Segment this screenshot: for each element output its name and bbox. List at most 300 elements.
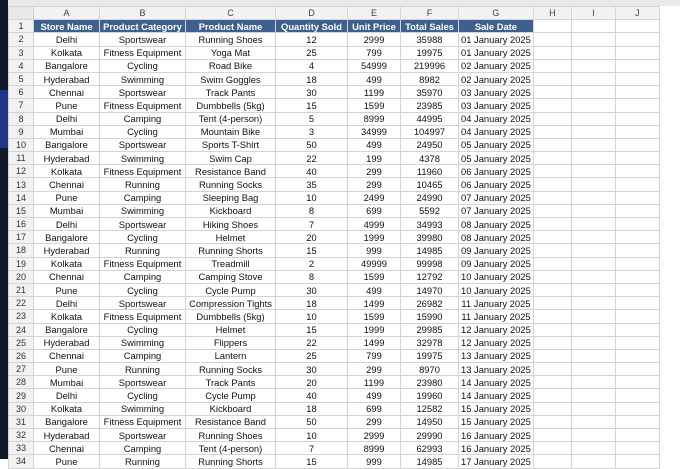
table-cell[interactable]: Bangalore <box>34 231 100 244</box>
table-cell[interactable]: Running Shoes <box>186 429 276 442</box>
table-cell[interactable]: 49999 <box>348 257 401 270</box>
table-cell[interactable]: 99998 <box>401 257 459 270</box>
empty-cell[interactable] <box>571 363 615 376</box>
row-number[interactable]: 8 <box>9 112 34 125</box>
table-cell[interactable]: 17 January 2025 <box>459 455 534 468</box>
table-cell[interactable]: 03 January 2025 <box>459 86 534 99</box>
table-cell[interactable]: 23985 <box>401 99 459 112</box>
empty-cell[interactable] <box>615 165 659 178</box>
table-cell[interactable]: Hyderabad <box>34 244 100 257</box>
empty-cell[interactable] <box>533 270 571 283</box>
table-cell[interactable]: Swimming <box>100 336 186 349</box>
table-cell[interactable]: Running <box>100 363 186 376</box>
table-cell[interactable]: 1599 <box>348 310 401 323</box>
table-cell[interactable]: 3 <box>276 125 348 138</box>
table-cell[interactable]: 35970 <box>401 86 459 99</box>
table-cell[interactable]: Pune <box>34 283 100 296</box>
table-cell[interactable]: Flippers <box>186 336 276 349</box>
empty-cell[interactable] <box>533 310 571 323</box>
table-cell[interactable]: Fitness Equipment <box>100 46 186 59</box>
empty-cell[interactable] <box>571 125 615 138</box>
row-number[interactable]: 6 <box>9 86 34 99</box>
table-cell[interactable]: Running <box>100 455 186 468</box>
row-number[interactable]: 1 <box>9 20 34 33</box>
table-cell[interactable]: 15 <box>276 244 348 257</box>
table-cell[interactable]: 15990 <box>401 310 459 323</box>
table-cell[interactable]: Track Pants <box>186 86 276 99</box>
table-cell[interactable]: 1999 <box>348 231 401 244</box>
empty-cell[interactable] <box>533 323 571 336</box>
header-cell[interactable]: Quantity Sold <box>276 20 348 33</box>
table-cell[interactable]: 26982 <box>401 297 459 310</box>
empty-cell[interactable] <box>533 363 571 376</box>
table-cell[interactable]: Camping Stove <box>186 270 276 283</box>
empty-cell[interactable] <box>615 455 659 468</box>
row-number[interactable]: 7 <box>9 99 34 112</box>
table-cell[interactable]: 09 January 2025 <box>459 244 534 257</box>
row-number[interactable]: 28 <box>9 376 34 389</box>
empty-cell[interactable] <box>533 99 571 112</box>
table-cell[interactable]: Sportswear <box>100 86 186 99</box>
table-cell[interactable]: 32978 <box>401 336 459 349</box>
table-cell[interactable]: Camping <box>100 112 186 125</box>
table-cell[interactable]: Mumbai <box>34 204 100 217</box>
table-cell[interactable]: Kolkata <box>34 165 100 178</box>
empty-cell[interactable] <box>533 125 571 138</box>
column-header[interactable]: D <box>276 7 348 20</box>
empty-cell[interactable] <box>615 283 659 296</box>
table-cell[interactable]: Pune <box>34 363 100 376</box>
empty-cell[interactable] <box>615 297 659 310</box>
table-cell[interactable]: 1999 <box>348 323 401 336</box>
table-cell[interactable]: 11 January 2025 <box>459 310 534 323</box>
table-cell[interactable]: Dumbbells (5kg) <box>186 310 276 323</box>
table-cell[interactable]: 34999 <box>348 125 401 138</box>
empty-cell[interactable] <box>571 20 615 33</box>
row-number[interactable]: 19 <box>9 257 34 270</box>
table-cell[interactable]: Hyderabad <box>34 152 100 165</box>
empty-cell[interactable] <box>571 72 615 85</box>
empty-cell[interactable] <box>571 402 615 415</box>
table-cell[interactable]: 20 <box>276 231 348 244</box>
row-number[interactable]: 16 <box>9 218 34 231</box>
table-cell[interactable]: 499 <box>348 283 401 296</box>
empty-cell[interactable] <box>615 46 659 59</box>
row-number[interactable]: 9 <box>9 125 34 138</box>
empty-cell[interactable] <box>615 138 659 151</box>
column-header[interactable]: J <box>615 7 659 20</box>
table-cell[interactable]: Kolkata <box>34 46 100 59</box>
table-cell[interactable]: Hyderabad <box>34 429 100 442</box>
row-number[interactable]: 21 <box>9 283 34 296</box>
table-cell[interactable]: Sports T-Shirt <box>186 138 276 151</box>
empty-cell[interactable] <box>533 244 571 257</box>
empty-cell[interactable] <box>533 86 571 99</box>
table-cell[interactable]: 15 <box>276 99 348 112</box>
empty-cell[interactable] <box>615 112 659 125</box>
table-cell[interactable]: 03 January 2025 <box>459 99 534 112</box>
table-cell[interactable]: 5 <box>276 112 348 125</box>
table-cell[interactable]: 02 January 2025 <box>459 59 534 72</box>
table-cell[interactable]: 799 <box>348 46 401 59</box>
table-cell[interactable]: Road Bike <box>186 59 276 72</box>
empty-cell[interactable] <box>571 46 615 59</box>
table-cell[interactable]: 05 January 2025 <box>459 152 534 165</box>
row-number[interactable]: 27 <box>9 363 34 376</box>
table-cell[interactable]: Compression Tights <box>186 297 276 310</box>
table-cell[interactable]: 25 <box>276 349 348 362</box>
empty-cell[interactable] <box>571 336 615 349</box>
row-number[interactable]: 24 <box>9 323 34 336</box>
table-cell[interactable]: Running <box>100 244 186 257</box>
table-cell[interactable]: Pune <box>34 99 100 112</box>
column-header[interactable]: F <box>401 7 459 20</box>
empty-cell[interactable] <box>615 442 659 455</box>
table-cell[interactable]: 499 <box>348 72 401 85</box>
empty-cell[interactable] <box>571 231 615 244</box>
empty-cell[interactable] <box>571 415 615 428</box>
table-cell[interactable]: 04 January 2025 <box>459 125 534 138</box>
table-cell[interactable]: 15 January 2025 <box>459 402 534 415</box>
row-number[interactable]: 2 <box>9 33 34 46</box>
table-cell[interactable]: Sleeping Bag <box>186 191 276 204</box>
table-cell[interactable]: 12 January 2025 <box>459 323 534 336</box>
table-cell[interactable]: 10 <box>276 429 348 442</box>
row-number[interactable]: 31 <box>9 415 34 428</box>
row-number[interactable]: 23 <box>9 310 34 323</box>
empty-cell[interactable] <box>615 33 659 46</box>
table-cell[interactable]: Cycling <box>100 389 186 402</box>
table-cell[interactable]: Swim Cap <box>186 152 276 165</box>
table-cell[interactable]: 23980 <box>401 376 459 389</box>
table-cell[interactable]: 199 <box>348 152 401 165</box>
table-cell[interactable]: Cycle Pump <box>186 389 276 402</box>
table-cell[interactable]: 15 <box>276 323 348 336</box>
empty-cell[interactable] <box>615 125 659 138</box>
empty-cell[interactable] <box>615 389 659 402</box>
table-cell[interactable]: 06 January 2025 <box>459 165 534 178</box>
table-cell[interactable]: 25 <box>276 46 348 59</box>
empty-cell[interactable] <box>571 204 615 217</box>
table-cell[interactable]: 8982 <box>401 72 459 85</box>
table-cell[interactable]: Sportswear <box>100 429 186 442</box>
row-number[interactable]: 18 <box>9 244 34 257</box>
empty-cell[interactable] <box>615 86 659 99</box>
table-cell[interactable]: Chennai <box>34 178 100 191</box>
table-cell[interactable]: 299 <box>348 415 401 428</box>
table-cell[interactable]: 14985 <box>401 244 459 257</box>
table-cell[interactable]: 2499 <box>348 191 401 204</box>
table-cell[interactable]: Running Socks <box>186 178 276 191</box>
empty-cell[interactable] <box>571 191 615 204</box>
table-cell[interactable]: 1499 <box>348 297 401 310</box>
table-cell[interactable]: 104997 <box>401 125 459 138</box>
table-cell[interactable]: Sportswear <box>100 218 186 231</box>
empty-cell[interactable] <box>615 218 659 231</box>
empty-cell[interactable] <box>571 178 615 191</box>
table-cell[interactable]: Swimming <box>100 72 186 85</box>
table-cell[interactable]: Delhi <box>34 112 100 125</box>
header-cell[interactable]: Total Sales <box>401 20 459 33</box>
empty-cell[interactable] <box>533 257 571 270</box>
column-header[interactable]: A <box>34 7 100 20</box>
table-cell[interactable]: 30 <box>276 86 348 99</box>
table-cell[interactable]: Fitness Equipment <box>100 257 186 270</box>
empty-cell[interactable] <box>533 283 571 296</box>
table-cell[interactable]: Dumbbells (5kg) <box>186 99 276 112</box>
row-number[interactable]: 4 <box>9 59 34 72</box>
empty-cell[interactable] <box>533 191 571 204</box>
table-cell[interactable]: 999 <box>348 244 401 257</box>
table-cell[interactable]: 18 <box>276 402 348 415</box>
table-cell[interactable]: Kolkata <box>34 402 100 415</box>
table-cell[interactable]: 499 <box>348 138 401 151</box>
empty-cell[interactable] <box>533 46 571 59</box>
table-cell[interactable]: Running Shorts <box>186 455 276 468</box>
empty-cell[interactable] <box>533 59 571 72</box>
table-cell[interactable]: 24990 <box>401 191 459 204</box>
empty-cell[interactable] <box>533 33 571 46</box>
empty-cell[interactable] <box>615 72 659 85</box>
row-number[interactable]: 15 <box>9 204 34 217</box>
column-header[interactable]: H <box>533 7 571 20</box>
table-cell[interactable]: Yoga Mat <box>186 46 276 59</box>
table-cell[interactable]: 999 <box>348 455 401 468</box>
table-cell[interactable]: 10 January 2025 <box>459 283 534 296</box>
empty-cell[interactable] <box>571 323 615 336</box>
table-cell[interactable]: Delhi <box>34 297 100 310</box>
table-cell[interactable]: 29985 <box>401 323 459 336</box>
table-cell[interactable]: 07 January 2025 <box>459 191 534 204</box>
table-cell[interactable]: Fitness Equipment <box>100 99 186 112</box>
empty-cell[interactable] <box>571 33 615 46</box>
table-cell[interactable]: 14 January 2025 <box>459 389 534 402</box>
row-number[interactable]: 25 <box>9 336 34 349</box>
table-cell[interactable]: Swimming <box>100 402 186 415</box>
empty-cell[interactable] <box>533 204 571 217</box>
table-cell[interactable]: 01 January 2025 <box>459 46 534 59</box>
table-cell[interactable]: 299 <box>348 178 401 191</box>
table-cell[interactable]: 1599 <box>348 99 401 112</box>
empty-cell[interactable] <box>615 204 659 217</box>
table-cell[interactable]: Tent (4-person) <box>186 442 276 455</box>
table-cell[interactable]: Sportswear <box>100 376 186 389</box>
empty-cell[interactable] <box>533 178 571 191</box>
table-cell[interactable]: 299 <box>348 165 401 178</box>
empty-cell[interactable] <box>615 178 659 191</box>
empty-cell[interactable] <box>571 349 615 362</box>
table-cell[interactable]: Chennai <box>34 86 100 99</box>
table-cell[interactable]: 05 January 2025 <box>459 138 534 151</box>
table-cell[interactable]: Camping <box>100 270 186 283</box>
table-cell[interactable]: Hiking Shoes <box>186 218 276 231</box>
table-cell[interactable]: 4999 <box>348 218 401 231</box>
empty-cell[interactable] <box>615 323 659 336</box>
empty-cell[interactable] <box>615 376 659 389</box>
table-cell[interactable]: 40 <box>276 165 348 178</box>
table-cell[interactable]: Camping <box>100 191 186 204</box>
table-cell[interactable]: 14950 <box>401 415 459 428</box>
empty-cell[interactable] <box>571 99 615 112</box>
column-header[interactable]: C <box>186 7 276 20</box>
table-cell[interactable]: Swimming <box>100 204 186 217</box>
table-cell[interactable]: Mumbai <box>34 125 100 138</box>
table-cell[interactable]: Kolkata <box>34 310 100 323</box>
table-cell[interactable]: Kickboard <box>186 402 276 415</box>
table-cell[interactable]: Swim Goggles <box>186 72 276 85</box>
row-number[interactable]: 22 <box>9 297 34 310</box>
empty-cell[interactable] <box>533 165 571 178</box>
table-cell[interactable]: 35988 <box>401 33 459 46</box>
empty-cell[interactable] <box>533 442 571 455</box>
table-cell[interactable]: 2999 <box>348 429 401 442</box>
table-cell[interactable]: Pune <box>34 191 100 204</box>
row-number[interactable]: 33 <box>9 442 34 455</box>
table-cell[interactable]: 8 <box>276 270 348 283</box>
header-cell[interactable]: Product Category <box>100 20 186 33</box>
table-cell[interactable]: 18 <box>276 297 348 310</box>
header-cell[interactable]: Sale Date <box>459 20 534 33</box>
header-cell[interactable]: Product Name <box>186 20 276 33</box>
table-cell[interactable]: Fitness Equipment <box>100 310 186 323</box>
empty-cell[interactable] <box>533 112 571 125</box>
table-cell[interactable]: 18 <box>276 72 348 85</box>
table-cell[interactable]: Bangalore <box>34 415 100 428</box>
table-cell[interactable]: Running Shoes <box>186 33 276 46</box>
table-cell[interactable]: 12792 <box>401 270 459 283</box>
column-header[interactable]: E <box>348 7 401 20</box>
table-cell[interactable]: 13 January 2025 <box>459 363 534 376</box>
empty-cell[interactable] <box>615 152 659 165</box>
empty-cell[interactable] <box>533 429 571 442</box>
empty-cell[interactable] <box>615 349 659 362</box>
table-cell[interactable]: Running Shorts <box>186 244 276 257</box>
row-number[interactable]: 13 <box>9 178 34 191</box>
table-cell[interactable]: 40 <box>276 389 348 402</box>
empty-cell[interactable] <box>533 152 571 165</box>
row-number[interactable]: 11 <box>9 152 34 165</box>
empty-cell[interactable] <box>571 376 615 389</box>
empty-cell[interactable] <box>533 138 571 151</box>
table-cell[interactable]: Track Pants <box>186 376 276 389</box>
table-cell[interactable]: 44995 <box>401 112 459 125</box>
empty-cell[interactable] <box>615 310 659 323</box>
empty-cell[interactable] <box>571 244 615 257</box>
table-cell[interactable]: Camping <box>100 442 186 455</box>
table-cell[interactable]: 19960 <box>401 389 459 402</box>
table-cell[interactable]: Bangalore <box>34 138 100 151</box>
table-cell[interactable]: 12 <box>276 33 348 46</box>
table-cell[interactable]: Chennai <box>34 270 100 283</box>
table-cell[interactable]: 699 <box>348 402 401 415</box>
table-cell[interactable]: 24950 <box>401 138 459 151</box>
table-cell[interactable]: Sportswear <box>100 297 186 310</box>
table-cell[interactable]: Sportswear <box>100 33 186 46</box>
empty-cell[interactable] <box>533 231 571 244</box>
table-cell[interactable]: 11 January 2025 <box>459 297 534 310</box>
empty-cell[interactable] <box>571 310 615 323</box>
table-cell[interactable]: 10 January 2025 <box>459 270 534 283</box>
empty-cell[interactable] <box>615 336 659 349</box>
row-number[interactable]: 17 <box>9 231 34 244</box>
table-cell[interactable]: 19975 <box>401 46 459 59</box>
empty-cell[interactable] <box>571 270 615 283</box>
table-cell[interactable]: Cycling <box>100 231 186 244</box>
table-cell[interactable]: 22 <box>276 336 348 349</box>
table-cell[interactable]: 5592 <box>401 204 459 217</box>
empty-cell[interactable] <box>571 165 615 178</box>
table-cell[interactable]: 1499 <box>348 336 401 349</box>
table-cell[interactable]: Delhi <box>34 218 100 231</box>
table-cell[interactable]: Resistance Band <box>186 415 276 428</box>
empty-cell[interactable] <box>571 429 615 442</box>
select-all-corner[interactable] <box>9 7 34 20</box>
table-cell[interactable]: Delhi <box>34 389 100 402</box>
table-cell[interactable]: 8970 <box>401 363 459 376</box>
table-cell[interactable]: 54999 <box>348 59 401 72</box>
table-cell[interactable]: Lantern <box>186 349 276 362</box>
table-cell[interactable]: Camping <box>100 349 186 362</box>
table-cell[interactable]: 34993 <box>401 218 459 231</box>
table-cell[interactable]: Kickboard <box>186 204 276 217</box>
empty-cell[interactable] <box>571 283 615 296</box>
empty-cell[interactable] <box>571 138 615 151</box>
empty-cell[interactable] <box>615 20 659 33</box>
empty-cell[interactable] <box>615 244 659 257</box>
table-cell[interactable]: 15 January 2025 <box>459 415 534 428</box>
table-cell[interactable]: 30 <box>276 363 348 376</box>
empty-cell[interactable] <box>571 442 615 455</box>
table-cell[interactable]: 2999 <box>348 33 401 46</box>
empty-cell[interactable] <box>533 455 571 468</box>
table-cell[interactable]: 35 <box>276 178 348 191</box>
table-cell[interactable]: 01 January 2025 <box>459 33 534 46</box>
table-cell[interactable]: Fitness Equipment <box>100 165 186 178</box>
table-cell[interactable]: 50 <box>276 415 348 428</box>
table-cell[interactable]: Treadmill <box>186 257 276 270</box>
table-cell[interactable]: Cycling <box>100 283 186 296</box>
table-cell[interactable]: Swimming <box>100 152 186 165</box>
empty-cell[interactable] <box>615 231 659 244</box>
empty-cell[interactable] <box>615 363 659 376</box>
row-number[interactable]: 10 <box>9 138 34 151</box>
table-cell[interactable]: 13 January 2025 <box>459 349 534 362</box>
table-cell[interactable]: 12582 <box>401 402 459 415</box>
table-cell[interactable]: 16 January 2025 <box>459 442 534 455</box>
table-cell[interactable]: 10 <box>276 191 348 204</box>
empty-cell[interactable] <box>533 389 571 402</box>
table-cell[interactable]: Mountain Bike <box>186 125 276 138</box>
table-cell[interactable]: 219996 <box>401 59 459 72</box>
table-cell[interactable]: 12 January 2025 <box>459 336 534 349</box>
table-cell[interactable]: Cycling <box>100 125 186 138</box>
table-cell[interactable]: 299 <box>348 363 401 376</box>
table-cell[interactable]: 4 <box>276 59 348 72</box>
empty-cell[interactable] <box>533 218 571 231</box>
header-cell[interactable]: Store Name <box>34 20 100 33</box>
column-header[interactable]: B <box>100 7 186 20</box>
table-cell[interactable]: Cycle Pump <box>186 283 276 296</box>
table-cell[interactable]: 20 <box>276 376 348 389</box>
empty-cell[interactable] <box>533 20 571 33</box>
table-cell[interactable]: 50 <box>276 138 348 151</box>
column-header[interactable]: G <box>459 7 534 20</box>
table-cell[interactable]: 09 January 2025 <box>459 257 534 270</box>
table-cell[interactable]: 16 January 2025 <box>459 429 534 442</box>
table-cell[interactable]: Sportswear <box>100 138 186 151</box>
table-cell[interactable]: Running <box>100 178 186 191</box>
empty-cell[interactable] <box>533 376 571 389</box>
